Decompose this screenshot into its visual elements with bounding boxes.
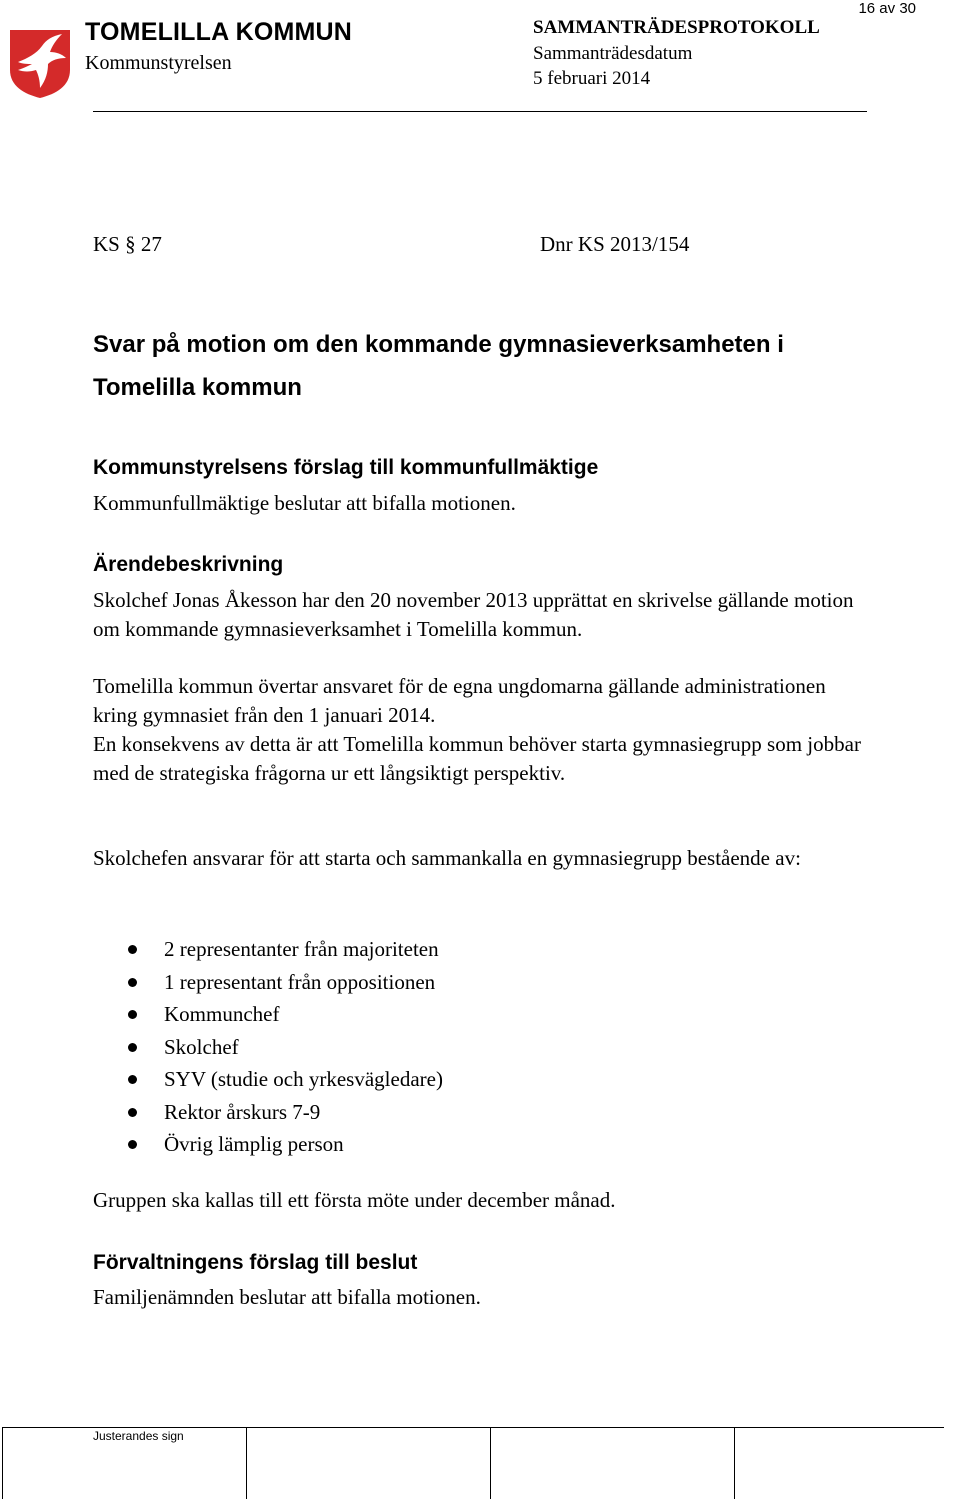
description-paragraph: Gruppen ska kallas till ett första möte under december månad. (93, 1188, 616, 1212)
page-number: 16 av 30 (858, 0, 916, 17)
description-heading: Ärendebeskrivning (93, 553, 284, 576)
list-item: Rektor årskurs 7-9 (128, 1096, 443, 1129)
administration-proposal-text: Familjenämnden beslutar att bifalla motionen. (93, 1285, 481, 1309)
list-item: Skolchef (128, 1031, 443, 1064)
signature-box-divider (2, 1427, 3, 1499)
case-number: KS § 27 (93, 232, 162, 256)
document-title: Svar på motion om den kommande gymnasieverksamheten i Tomelilla kommun (93, 331, 784, 401)
body-name: Kommunstyrelsen (85, 52, 232, 74)
list-item: Övrig lämplig person (128, 1128, 443, 1161)
proposal-text: Kommunfullmäktige beslutar att bifalla motionen. (93, 491, 516, 515)
signature-label: Justerandes sign (93, 1429, 184, 1443)
diary-number: Dnr KS 2013/154 (540, 232, 690, 256)
signature-box-divider (246, 1427, 247, 1499)
meeting-date-label: Sammanträdesdatum (533, 43, 693, 64)
protocol-title: SAMMANTRÄDESPROTOKOLL (533, 17, 820, 38)
description-paragraph: Skolchef Jonas Åkesson har den 20 november 2013 upprättat en skrivelse gällande motion om kommande gymnasieverksamhet i Tomelilla kommun. (93, 588, 854, 641)
footer-divider (2, 1427, 944, 1428)
administration-proposal-heading: Förvaltningens förslag till beslut (93, 1251, 418, 1274)
list-item: SYV (studie och yrkesvägledare) (128, 1063, 443, 1096)
header-divider (93, 111, 867, 112)
description-paragraph: En konsekvens av detta är att Tomelilla kommun behöver starta gymnasiegrupp som jobbar med de strategiska frågorna ur ett långsiktigt perspektiv. (93, 732, 861, 785)
organization-name: TOMELILLA KOMMUN (85, 18, 353, 46)
proposal-heading: Kommunstyrelsens förslag till kommunfullmäktige (93, 456, 599, 479)
group-members-list (128, 933, 443, 1161)
coat-of-arms-bird-shield-icon (8, 28, 72, 100)
signature-box-divider (490, 1427, 491, 1499)
list-item: Kommunchef (128, 998, 443, 1031)
description-paragraph: Tomelilla kommun övertar ansvaret för de egna ungdomarna gällande administrationen kring gymnasiet från den 1 januari 2014. (93, 674, 826, 727)
meeting-date: 5 februari 2014 (533, 68, 651, 89)
list-item: 2 representanter från majoriteten (128, 933, 443, 966)
list-item: 1 representant från oppositionen (128, 966, 443, 999)
signature-box-divider (734, 1427, 735, 1499)
description-paragraph: Skolchefen ansvarar för att starta och sammankalla en gymnasiegrupp bestående av: (93, 846, 801, 870)
